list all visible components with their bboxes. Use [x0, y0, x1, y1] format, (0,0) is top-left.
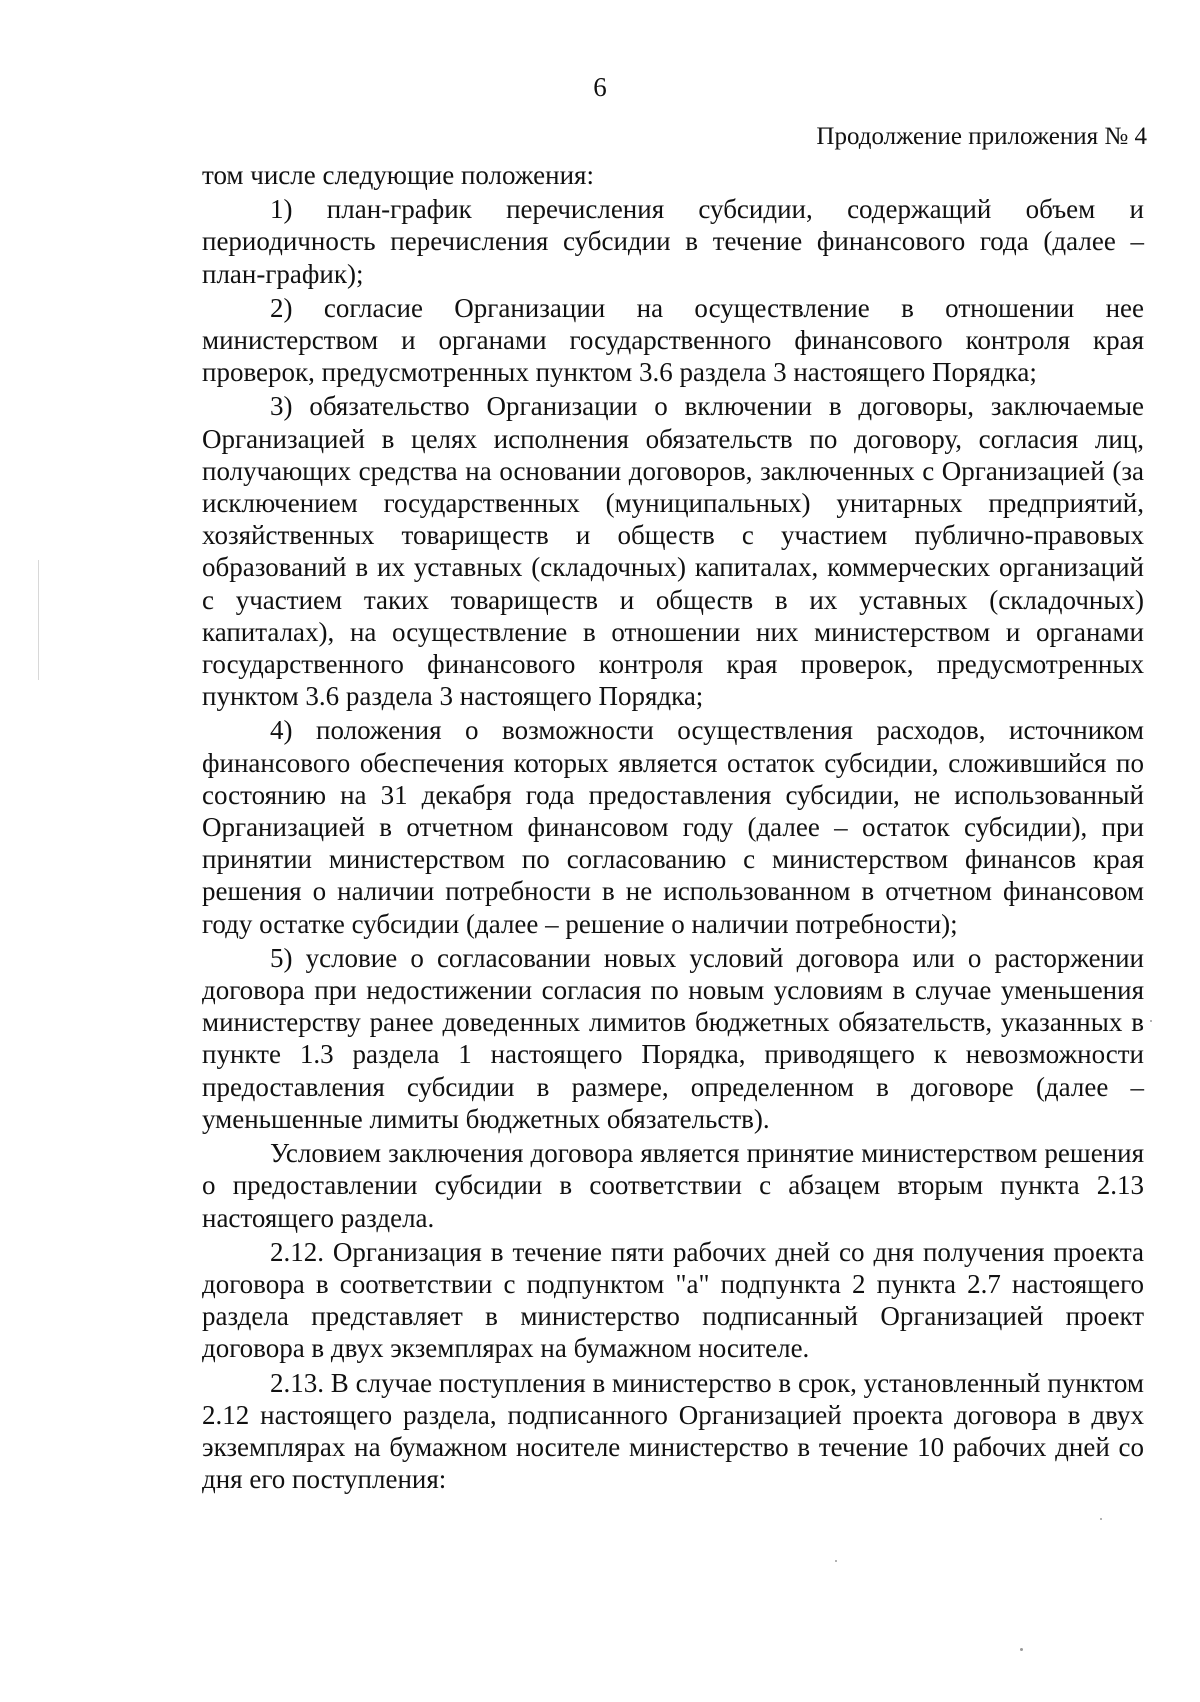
- paragraph-item-1: 1) план-график перечисления субсидии, содержащий объем и периодичность перечисления субсидии в течение финансового года (далее – план-график);: [202, 194, 1144, 289]
- scan-speck: [1150, 1020, 1152, 1022]
- scan-speck: [835, 1560, 837, 1562]
- paragraph-2-13: 2.13. В случае поступления в министерство в срок, установленный пунктом 2.12 настоящего раздела, подписанного Организацией проекта договора в двух экземплярах на бумажном носителе министерство в течение 10 рабочих дней со дня его поступления:: [202, 1367, 1144, 1495]
- scan-speck: [1100, 1518, 1102, 1520]
- paragraph-item-3: 3) обязательство Организации о включении в договоры, заключаемые Организацией в целях исполнения обязательств по договору, согласия лиц, получающих средства на основании договоров, заключенных с Организацией (за исключением государственных (муниципальных) унитарных предприятий, хозяйственных товариществ и обществ с участием публично-правовых образований в их уставных (складочных) капиталах, коммерческих организаций с участием таких товариществ и обществ в их уставных (складочных) капиталах), на осуществление в отношении них министерством и органами государственного финансового контроля края проверок, предусмотренных пунктом 3.6 раздела 3 настоящего Порядка;: [202, 391, 1144, 712]
- page-number: 6: [593, 72, 607, 102]
- document-body: [202, 159, 1144, 1497]
- paragraph-condition: Условием заключения договора является принятие министерством решения о предоставлении субсидии в соответствии с абзацем вторым пункта 2.13 настоящего раздела.: [202, 1138, 1144, 1233]
- scan-artifact-line: [38, 560, 39, 680]
- scan-speck: [1020, 1648, 1023, 1651]
- paragraph-item-5: 5) условие о согласовании новых условий договора или о расторжении договора при недостижении согласия по новым условиям в случае уменьшения министерству ранее доведенных лимитов бюджетных обязательств, указанных в пункте 1.3 раздела 1 настоящего Порядка, приводящего к невозможности предоставления субсидии в размере, определенном в договоре (далее – уменьшенные лимиты бюджетных обязательств).: [202, 942, 1144, 1134]
- paragraph-item-4: 4) положения о возможности осуществления расходов, источником финансового обеспечения которых является остаток субсидии, сложившийся по состоянию на 31 декабря года предоставления субсидии, не использованный Организацией в отчетном финансовом году (далее – остаток субсидии), при принятии министерством по согласованию с министерством финансов края решения о наличии потребности в не использованном в отчетном финансовом году остатке субсидии (далее – решение о наличии потребности);: [202, 715, 1144, 939]
- paragraph-item-2: 2) согласие Организации на осуществление в отношении нее министерством и органами государственного финансового контроля края проверок, предусмотренных пунктом 3.6 раздела 3 настоящего Порядка;: [202, 292, 1144, 388]
- paragraph-2-12: 2.12. Организация в течение пяти рабочих дней со дня получения проекта договора в соответствии с подпунктом "а" подпункта 2 пункта 2.7 настоящего раздела представляет в министерство подписанный Организацией проект договора в двух экземплярах на бумажном носителе.: [202, 1236, 1144, 1364]
- paragraph-intro: том числе следующие положения:: [202, 160, 594, 190]
- running-header: Продолжение приложения № 4: [816, 123, 1147, 150]
